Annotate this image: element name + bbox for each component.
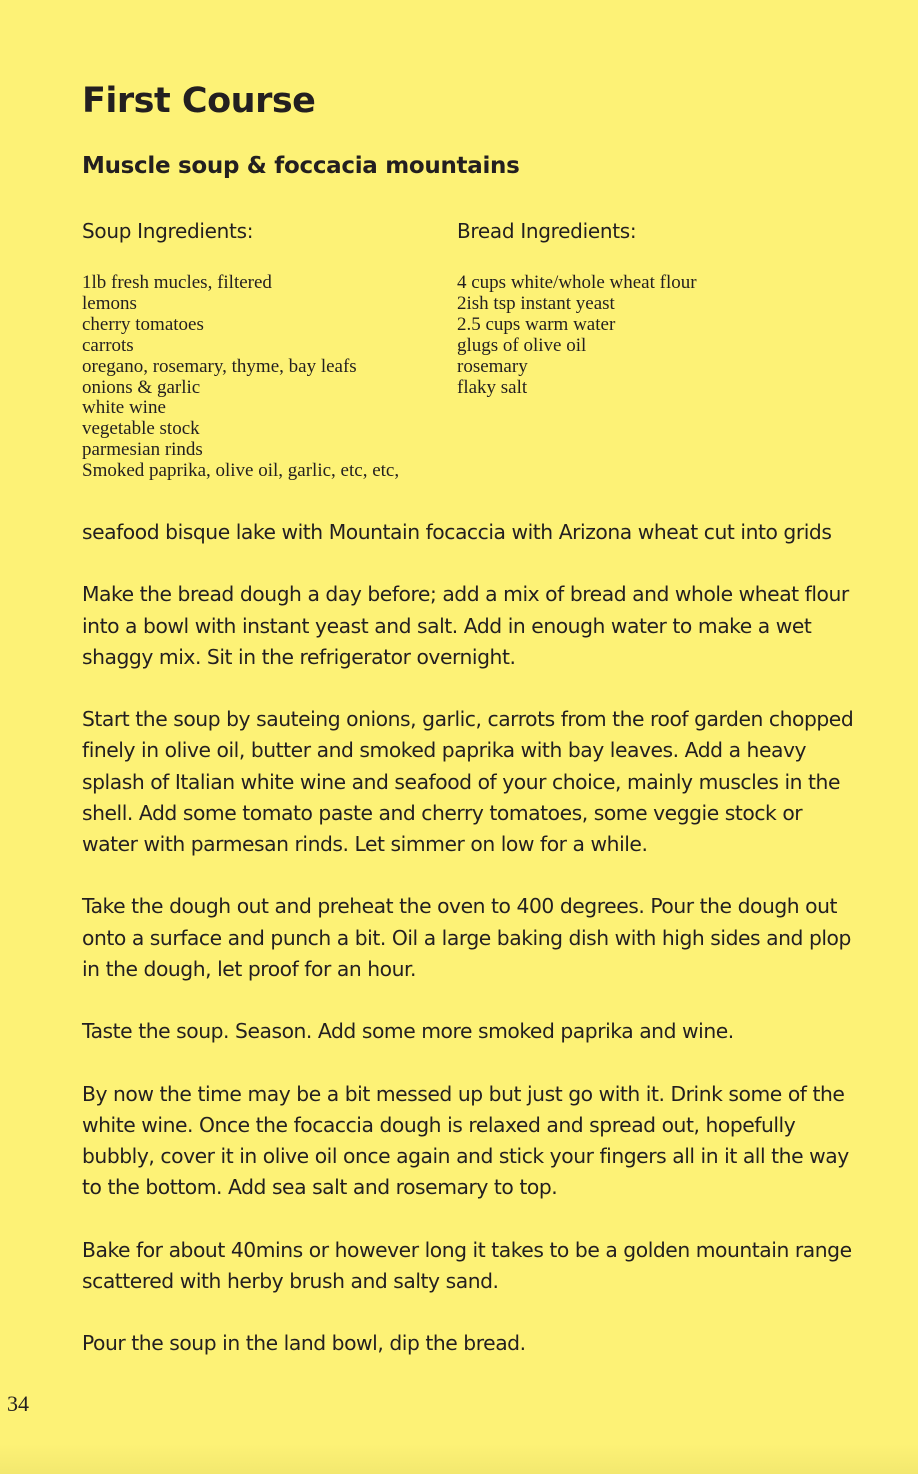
instruction-paragraph: Take the dough out and preheat the oven to 400 degrees. Pour the dough out onto a surface and punch a bit. Oil a large baking dish with high sides and plop in the dough, let proof for an hour. [82,894,851,981]
bread-ingredient: flaky salt [457,376,528,398]
soup-ingredient: carrots [82,334,134,356]
bread-ingredients-list [457,273,697,398]
page-bottom-edge [0,1444,918,1474]
instruction-paragraph: seafood bisque lake with Mountain focaccia with Arizona wheat cut into grids [82,520,832,544]
soup-ingredient: white wine [82,397,166,419]
page-number: 34 [7,1391,29,1416]
bread-ingredient: glugs of olive oil [457,334,587,356]
bread-ingredient: 2.5 cups warm water [457,313,616,335]
instruction-paragraph: Make the bread dough a day before; add a mix of bread and whole wheat flour into a bowl with instant yeast and salt. Add in enough water to make a wet shaggy mix. Sit in the refrigerator overnight. [82,582,849,669]
bread-ingredient: 4 cups white/whole wheat flour [457,272,697,293]
instruction-paragraph: Start the soup by sauteing onions, garlic, carrots from the roof garden chopped finely in olive oil, butter and smoked paprika with bay leaves. Add a heavy splash of Italian white wine and seafood of your choice, mainly muscles in the shell. Add some tomato paste and cherry tomatoes, some veggie stock or water with parmesan rinds. Let simmer on low for a while. [82,707,854,856]
bread-ingredient: rosemary [457,355,528,377]
soup-ingredients-heading: Soup Ingredients: [82,219,254,243]
soup-ingredient: lemons [82,292,137,314]
soup-ingredient: vegetable stock [82,418,200,440]
soup-ingredient: Smoked paprika, olive oil, garlic, etc, etc, [82,460,400,482]
soup-ingredient: oregano, rosemary, thyme, bay leafs [82,355,357,377]
recipe-instructions [82,517,857,1391]
instruction-paragraph: Bake for about 40mins or however long it takes to be a golden mountain range scattered with herby brush and salty sand. [82,1237,852,1293]
soup-ingredients-list [82,273,399,482]
soup-ingredient: cherry tomatoes [82,313,204,335]
recipe-subtitle: Muscle soup & foccacia mountains [82,153,520,179]
page-title: First Course [82,81,316,121]
soup-ingredient: parmesian rinds [82,439,203,461]
instruction-paragraph: Pour the soup in the land bowl, dip the bread. [82,1331,526,1356]
bread-ingredients-heading: Bread Ingredients: [457,219,637,243]
instruction-paragraph: Taste the soup. Season. Add some more smoked paprika and wine. [82,1019,734,1044]
soup-ingredient: 1lb fresh mucles, filtered [82,272,272,293]
instruction-paragraph: By now the time may be a bit messed up but just go with it. Drink some of the white wine. Once the focaccia dough is relaxed and spread out, hopefully bubbly, cover it in olive oil once again and stick your fingers all in it all the way to the bottom. Add sea salt and rosemary to top. [82,1081,849,1200]
soup-ingredient: onions & garlic [82,376,201,398]
bread-ingredient: 2ish tsp instant yeast [457,292,615,314]
